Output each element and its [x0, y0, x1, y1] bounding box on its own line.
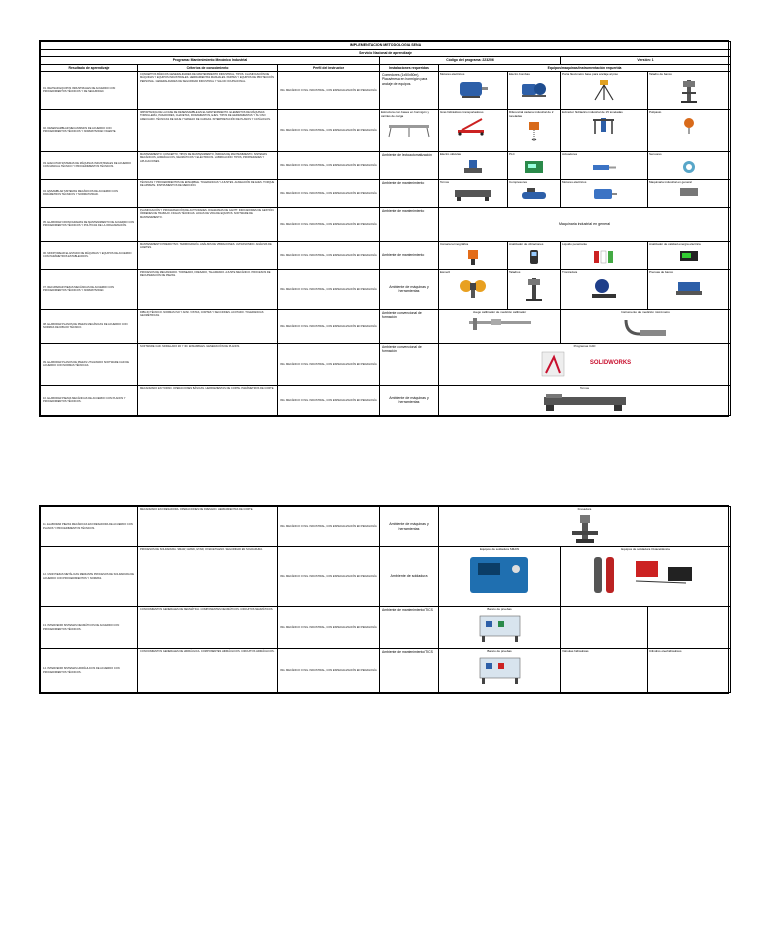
equipment-cell [439, 343, 731, 385]
installations-cell: Ambiente de máquinas y herramientas [380, 507, 439, 547]
criteria-cell: MANTENIMIENTO PREDICTIVO. TERMOGRAFÍA. ANÁLISIS DE VIBRACIONES. ULTRASONIDO. ANÁLISIS DE ACEITES. [138, 241, 278, 269]
sensor-icon [677, 158, 701, 176]
hydraulic-crane-icon [454, 116, 492, 136]
equipment-cell [508, 151, 561, 179]
electric-pump-icon [519, 78, 549, 100]
equipment-label: Válvulas hidráulicas [562, 649, 589, 653]
equipment-cell [561, 241, 648, 269]
equipment-cell [439, 179, 508, 207]
bench-vise-icon [674, 276, 704, 300]
table-row [41, 547, 731, 607]
equipment-label: Polipasto [649, 109, 662, 114]
document-subtitle: Servicio Nacional de aprendizaje [41, 49, 731, 56]
equipment-label: Diferencial cadena industrial de 2 toneladas [509, 109, 554, 118]
drill-press-icon [678, 78, 700, 104]
column-header-criteria: Criterios de conocimiento [138, 64, 278, 71]
oxy-welding-icon [586, 553, 706, 597]
criteria-cell: PLANIFICACIÓN Y PROGRAMACIÓN DE ACTIVIDADES. DIAGRAMAS DE GANTT. INDICADORES DE GESTIÓN. ÓRDENES DE TRABAJO. FICHAS TÉCNICAS. HOJAS DE VIDA DE EQUIPOS. SOFTWARE DE MANTENIMIENTO. [138, 207, 278, 241]
criteria-cell: TÉCNICAS Y PROCEDIMIENTOS DE ENSAMBLE. TOLERANCIAS Y AJUSTES. ALINEACIÓN DE EJES. TORQUE DE APRIETE. INSTRUMENTOS DE MEDICIÓN. [138, 179, 278, 207]
result-cell: 12. UNIR PIEZAS METÁLICAS MEDIANTE PROCESOS DE SOLDADURA DE ACUERDO CON PROCEDIMIENTOS Y NORMAS. [41, 547, 138, 607]
equipment-label: Sensores [649, 151, 662, 156]
equipment-cell [561, 151, 648, 179]
lower-table [40, 506, 731, 693]
equipment-cell [648, 109, 731, 151]
installations-cell: Ambiente de lectoautomatización [380, 151, 439, 179]
result-cell: 01. REVISAR EQUIPOS INDUSTRIALES DE ACUERDO CON PROCEDIMIENTOS TÉCNICOS Y DE SEGURIDAD. [41, 71, 138, 109]
cad-software-icon [538, 349, 570, 379]
equipment-label: Prensas de banco [649, 269, 674, 274]
installations-cell: Ambiente de mantenimiento [380, 241, 439, 269]
equipment-cell [561, 649, 648, 693]
equipment-label: Motores eléctricos [562, 179, 587, 184]
profile-cell: ING. MECÁNICO O ING. INDUSTRIAL, CON ESPECIALIZACIÓN EN PEDAGOGÍA [278, 547, 380, 607]
installations-cell: Comedores (1x50x50m), Placa/mesa en hormigón para anclaje de equipos. [380, 71, 439, 109]
criteria-cell: PROCESOS DE SOLDADURA. SMAW, GMAW, GTAW, OXIACETILENO. SEGURIDAD EN SOLDADURA. [138, 547, 278, 607]
profile-cell: ING. MECÁNICO O ING. INDUSTRIAL, CON ESPECIALIZACIÓN EN PEDAGOGÍA [278, 179, 380, 207]
equipment-cell [561, 71, 648, 109]
equipment-cell [439, 507, 731, 547]
machinery-icon [677, 186, 701, 198]
drill-icon [523, 276, 545, 302]
cutoff-saw-icon [589, 276, 619, 300]
result-cell: 14. INTERVENIR SISTEMAS HIDRÁULICOS DE ACUERDO CON PROCEDIMIENTOS TÉCNICOS. [41, 649, 138, 693]
motor-icon [589, 186, 619, 202]
bench-grinder-icon [458, 276, 488, 300]
equipment-label: Programas CAD [573, 343, 596, 348]
result-cell: 10. ELABORAR PIEZAS MECÁNICAS DE ACUERDO CON PLANOS Y PROCEDIMIENTOS TÉCNICOS. [41, 385, 138, 415]
installations-cell: Ambiente de mantenimiento/TICS [380, 607, 439, 649]
test-bench-icon [476, 613, 524, 643]
criteria-cell: IMPORTANCIA DE LA FASE DE DESENSAMBLE EN EL MANTENIMIENTO. ELEMENTOS DE MÁQUINAS: TORNILLERÍA, PASADORES, CHAVETAS, RODAMIENTOS, EJES. TIPOS DE HERRAMIENTAS Y SU USO ADECUADO. TÉCNICAS DE IZAJE Y MANEJO DE CARGAS. INTERPRETACIÓN DE PLANOS Y CATÁLOGOS. [138, 109, 278, 151]
installations-cell [380, 109, 439, 151]
thermal-camera-icon [464, 248, 482, 266]
result-cell: 09. ELABORAR PLANOS DE PIEZAS UTILIZANDO SOFTWARE CAD DE ACUERDO CON NORMAS TÉCNICAS. [41, 343, 138, 385]
equipment-label: Cilindros oleohidráulicos [649, 649, 682, 653]
table-row [41, 109, 731, 151]
installations-cell: Ambiente de máquinas y herramientas [380, 269, 439, 309]
equipment-label: Taladros [509, 269, 521, 274]
equipment-label: Actuadores [562, 151, 578, 156]
equipment-cell [508, 269, 561, 309]
equipment-label: Porta flexómetro base para anclaje al piso [562, 71, 619, 76]
equipment-label: Tronzadora [562, 269, 578, 274]
profile-cell: ING. MECÁNICO O ING. INDUSTRIAL, CON ESPECIALIZACIÓN EN PEDAGOGÍA [278, 151, 380, 179]
equipment-label: Líquido penetrante [562, 241, 588, 246]
equipment-label: Taladro de banco [649, 71, 673, 76]
equipment-cell [561, 109, 648, 151]
load-rail-structure-icon [385, 119, 433, 139]
equipment-cell [648, 151, 731, 179]
equipment-cell [648, 179, 731, 207]
milling-machine-icon [568, 513, 602, 545]
document-title: IMPLEMENTACION METODOLOGIA SENA [41, 42, 731, 50]
table-row [41, 207, 731, 241]
installations-cell: Ambiente convencional de formación [380, 343, 439, 385]
equipment-label: PLC [509, 151, 515, 156]
table-row [41, 179, 731, 207]
equipment-label: Electro válvulas [440, 151, 462, 156]
equipment-cell [439, 269, 508, 309]
equipment-label: Fresadora [577, 507, 592, 511]
equipment-cell [439, 649, 561, 693]
profile-cell: ING. MECÁNICO O ING. INDUSTRIAL, CON ESPECIALIZACIÓN EN PEDAGOGÍA [278, 385, 380, 415]
table-row [41, 385, 731, 415]
result-cell: 06. MONITOREAR EL ESTADO DE MÁQUINAS Y EQUIPOS DE ACUERDO CON PARÁMETROS ESTABLECIDOS. [41, 241, 138, 269]
equipment-cell [648, 241, 731, 269]
equipment-cell [508, 71, 561, 109]
equipment-cell [439, 71, 508, 109]
equipment-cell [561, 309, 731, 343]
result-cell: 03. EJECUTAR SISTEMAS DE MÁQUINAS INDUSTRIALES DE ACUERDO CON MANUAL TÉCNICO Y PROCEDIMIENTOS TÉCNICOS. [41, 151, 138, 179]
equipment-cell [439, 607, 561, 649]
profile-cell: ING. MECÁNICO O ING. INDUSTRIAL, CON ESPECIALIZACIÓN EN PEDAGOGÍA [278, 309, 380, 343]
equipment-cell [561, 269, 648, 309]
column-header-result: Resultado de aprendizaje [41, 64, 138, 71]
column-header-installations: Instalaciones requeridas [380, 64, 439, 71]
profile-cell: ING. MECÁNICO O ING. INDUSTRIAL, CON ESPECIALIZACIÓN EN PEDAGOGÍA [278, 71, 380, 109]
lathe-icon [453, 186, 493, 202]
equipment-cell [561, 547, 731, 607]
equipment-cell [648, 649, 731, 693]
result-cell: 13. INTERVENIR SISTEMAS NEUMÁTICOS DE ACUERDO CON PROCEDIMIENTOS TÉCNICOS. [41, 607, 138, 649]
profile-cell: ING. MECÁNICO O ING. INDUSTRIAL, CON ESPECIALIZACIÓN EN PEDAGOGÍA [278, 343, 380, 385]
chain-hoist-icon [523, 119, 545, 141]
micrometer-icon [620, 316, 672, 338]
equipment-cell [439, 151, 508, 179]
profile-cell: ING. MECÁNICO O ING. INDUSTRIAL, CON ESPECIALIZACIÓN EN PEDAGOGÍA [278, 207, 380, 241]
criteria-cell: MECANIZADO EN FRESADORA. OPERACIONES DE FRESADO. HERRAMIENTAS DE CORTE. [138, 507, 278, 547]
program-version: Versión: 1 [561, 57, 731, 64]
equipment-cell [508, 241, 561, 269]
hoist-icon [678, 116, 700, 136]
program-label: Programa: Mantenimiento Mecánico Industrial [41, 57, 380, 64]
table-row [41, 607, 731, 649]
actuator-icon [589, 158, 619, 176]
empty-cell [561, 607, 648, 649]
welder-icon [460, 553, 540, 597]
equipment-cell [508, 179, 561, 207]
criteria-cell: SOFTWARE CAD. MODELADO 2D Y 3D. ENSAMBLES. GENERACIÓN DE PLANOS. [138, 343, 278, 385]
table-row [41, 151, 731, 179]
table-row [41, 309, 731, 343]
equipment-label: Banco de pruebas [487, 607, 512, 611]
result-cell: 02. DESENSAMBLAR MECANISMOS DE ACUERDO CON PROCEDIMIENTOS TÉCNICOS Y NORMATIVIDAD VIGENTE. [41, 109, 138, 151]
criteria-cell: CONOCIMIENTOS GENERALES DE NEUMÁTICA. COMPONENTES NEUMÁTICOS. CIRCUITOS NEUMÁTICOS. [138, 607, 278, 649]
plc-icon [522, 158, 546, 176]
equipment-label: Analizador de calidad energía eléctrica [649, 241, 701, 246]
upper-table [40, 41, 731, 416]
test-bench-icon [476, 655, 524, 685]
equipment-cell [648, 269, 731, 309]
result-cell: 11. ELABORAR PIEZAS MECÁNICAS EN FRESADORA DE ACUERDO CON PLANOS Y PROCEDIMIENTOS TÉCNICOS. [41, 507, 138, 547]
equipment-wide-cell: Maquinaria industrial en general [439, 207, 731, 241]
equipment-cell [439, 547, 561, 607]
criteria-cell: CONCEPTOS BÁSICOS GENERALIDADES DE MANTENIMIENTO INDUSTRIAL, TIPOS. CLASIFICACIÓN DE MÁQUINAS Y EQUIPOS INDUSTRIALES. HERRAMIENTAS MANUALES. PARTES Y EQUIPOS DE PROTECCIÓN PERSONAL. GENERALIDADES DE SEGURIDAD INDUSTRIAL Y SALUD OCUPACIONAL. [138, 71, 278, 109]
equipment-label: Gras hidráulicos transportadores [440, 109, 484, 114]
installations-cell: Ambiente de máquinas y herramientas [380, 385, 439, 415]
equipment-label: Tornos [440, 179, 450, 184]
equipment-label: Equipos de soldadura Oxiacetilénica [621, 547, 670, 551]
equipment-label: Analizador de vibraciones [509, 241, 544, 246]
equipment-label: Banco de pruebas [487, 649, 512, 653]
electric-motor-icon [456, 78, 490, 100]
equipment-label: Cámara termográfica [440, 241, 469, 246]
profile-cell: ING. MECÁNICO O ING. INDUSTRIAL, CON ESPECIALIZACIÓN EN PEDAGOGÍA [278, 109, 380, 151]
result-cell: 05. ELABORAR CRONOGRAMAS DE MANTENIMIENTO DE ACUERDO CON PROCEDIMIENTOS TÉCNICOS Y POLÍTICAS DE LA ORGANIZACIÓN. [41, 207, 138, 241]
result-cell: 08. ELABORAR PLANOS DE PIEZAS MECÁNICAS DE ACUERDO CON NORMAS DE DIBUJO TÉCNICO. [41, 309, 138, 343]
criteria-cell: DIBUJO TÉCNICO. NORMAS ISO Y ANSI. VISTAS, CORTES Y SECCIONES. ACOTADO. TOLERANCIAS GEOMÉTRICAS. [138, 309, 278, 343]
vibration-analyzer-icon [527, 248, 541, 266]
solenoid-valve-icon [461, 158, 485, 176]
equipment-label: Juego calibrador de medición calibrador [472, 309, 527, 314]
caliper-icon [465, 316, 535, 332]
lower-sheet [39, 505, 729, 694]
equipment-label: Tornos [580, 385, 590, 390]
equipment-cell [439, 309, 561, 343]
profile-cell: ING. MECÁNICO O ING. INDUSTRIAL, CON ESPECIALIZACIÓN EN PEDAGOGÍA [278, 269, 380, 309]
installations-cell: Ambiente convencional de formación [380, 309, 439, 343]
criteria-cell: PROCESOS DE MECANIZADO. TORNEADO, FRESADO, TALADRADO. AJUSTE MECÁNICO. PROCESOS DE RECUPERACIÓN DE PIEZAS. [138, 269, 278, 309]
installations-cell: Ambiente de mantenimiento [380, 179, 439, 207]
tripod-icon [591, 78, 617, 102]
table-row [41, 71, 731, 109]
equipment-cell [561, 179, 648, 207]
table-row [41, 649, 731, 693]
equipment-cell [439, 241, 508, 269]
equipment-cell [439, 385, 731, 415]
power-analyzer-icon [677, 248, 701, 264]
table-row [41, 241, 731, 269]
table-row [41, 269, 731, 309]
installations-label: Estructura con bases en hormigón y carriles de carga [381, 109, 430, 118]
column-header-profile: Perfil del instructor [278, 64, 380, 71]
equipment-cell [648, 71, 731, 109]
table-row [41, 343, 731, 385]
installations-cell: Ambiente de mantenimiento/TICS [380, 649, 439, 693]
profile-cell: ING. MECÁNICO O ING. INDUSTRIAL, CON ESPECIALIZACIÓN EN PEDAGOGÍA [278, 607, 380, 649]
equipment-cell [508, 109, 561, 151]
profile-cell: ING. MECÁNICO O ING. INDUSTRIAL, CON ESPECIALIZACIÓN EN PEDAGOGÍA [278, 649, 380, 693]
criteria-cell: CONOCIMIENTOS GENERALES DE HIDRÁULICA. COMPONENTES HIDRÁULICOS. CIRCUITOS HIDRÁULICOS. [138, 649, 278, 693]
compressor-icon [519, 186, 549, 202]
equipment-label: Motores eléctricos [440, 71, 465, 76]
program-code: Código del programa: 223206 [380, 57, 561, 64]
equipment-label: Equipos de soldadura SMAW [479, 547, 520, 551]
criteria-cell: MANTENIMIENTO: CONCEPTO, TIPOS DE MANTENIMIENTO, ÍNDICES DE MANTENIMIENTO. SISTEMAS MECÁNICOS, HIDRÁULICOS, NEUMÁTICOS Y ELÉCTRICOS. LUBRICACIÓN: TIPOS, PROPIEDADES Y APLICACIONES. [138, 151, 278, 179]
table-row [41, 507, 731, 547]
hydraulic-puller-icon [589, 116, 619, 136]
lathe-icon [540, 392, 630, 412]
equipment-cell [439, 109, 508, 151]
criteria-cell: MECANIZADO EN TORNO. OPERACIONES BÁSICAS. HERRAMIENTAS DE CORTE. PARÁMETROS DE CORTE. [138, 385, 278, 415]
equipment-label: Instrumento de medición micrómetro [621, 309, 670, 314]
upper-sheet [39, 40, 729, 417]
profile-cell: ING. MECÁNICO O ING. INDUSTRIAL, CON ESPECIALIZACIÓN EN PEDAGOGÍA [278, 507, 380, 547]
profile-cell: ING. MECÁNICO O ING. INDUSTRIAL, CON ESPECIALIZACIÓN EN PEDAGOGÍA [278, 241, 380, 269]
column-header-equipment: Equipos/maquinas/instrumentación requerida [439, 64, 731, 71]
result-cell: 07. RECUPERAR PIEZAS MECÁNICAS DE ACUERDO CON PROCEDIMIENTOS TÉCNICOS Y NORMATIVIDAD. [41, 269, 138, 309]
solidworks-logo: SOLIDWORKS [589, 359, 632, 366]
installations-cell: Ambiente de mantenimiento [380, 207, 439, 241]
equipment-label: Compresores [509, 179, 528, 184]
result-cell: 04. ENSAMBLAR SISTEMAS MECÁNICOS DE ACUERDO CON PARÁMETROS TÉCNICOS Y NORMATIVIDAD. [41, 179, 138, 207]
equipment-label: Extractor hidráulico industrial de 15 toneladas [562, 109, 623, 114]
installations-cell: Ambiente de soldadura [380, 547, 439, 607]
empty-cell [648, 607, 731, 649]
equipment-label: Maquinaria industrial en general [649, 179, 692, 184]
penetrant-icon [591, 248, 617, 264]
equipment-label: Electro bombas [509, 71, 530, 76]
equipment-label: Esmeril [440, 269, 451, 274]
